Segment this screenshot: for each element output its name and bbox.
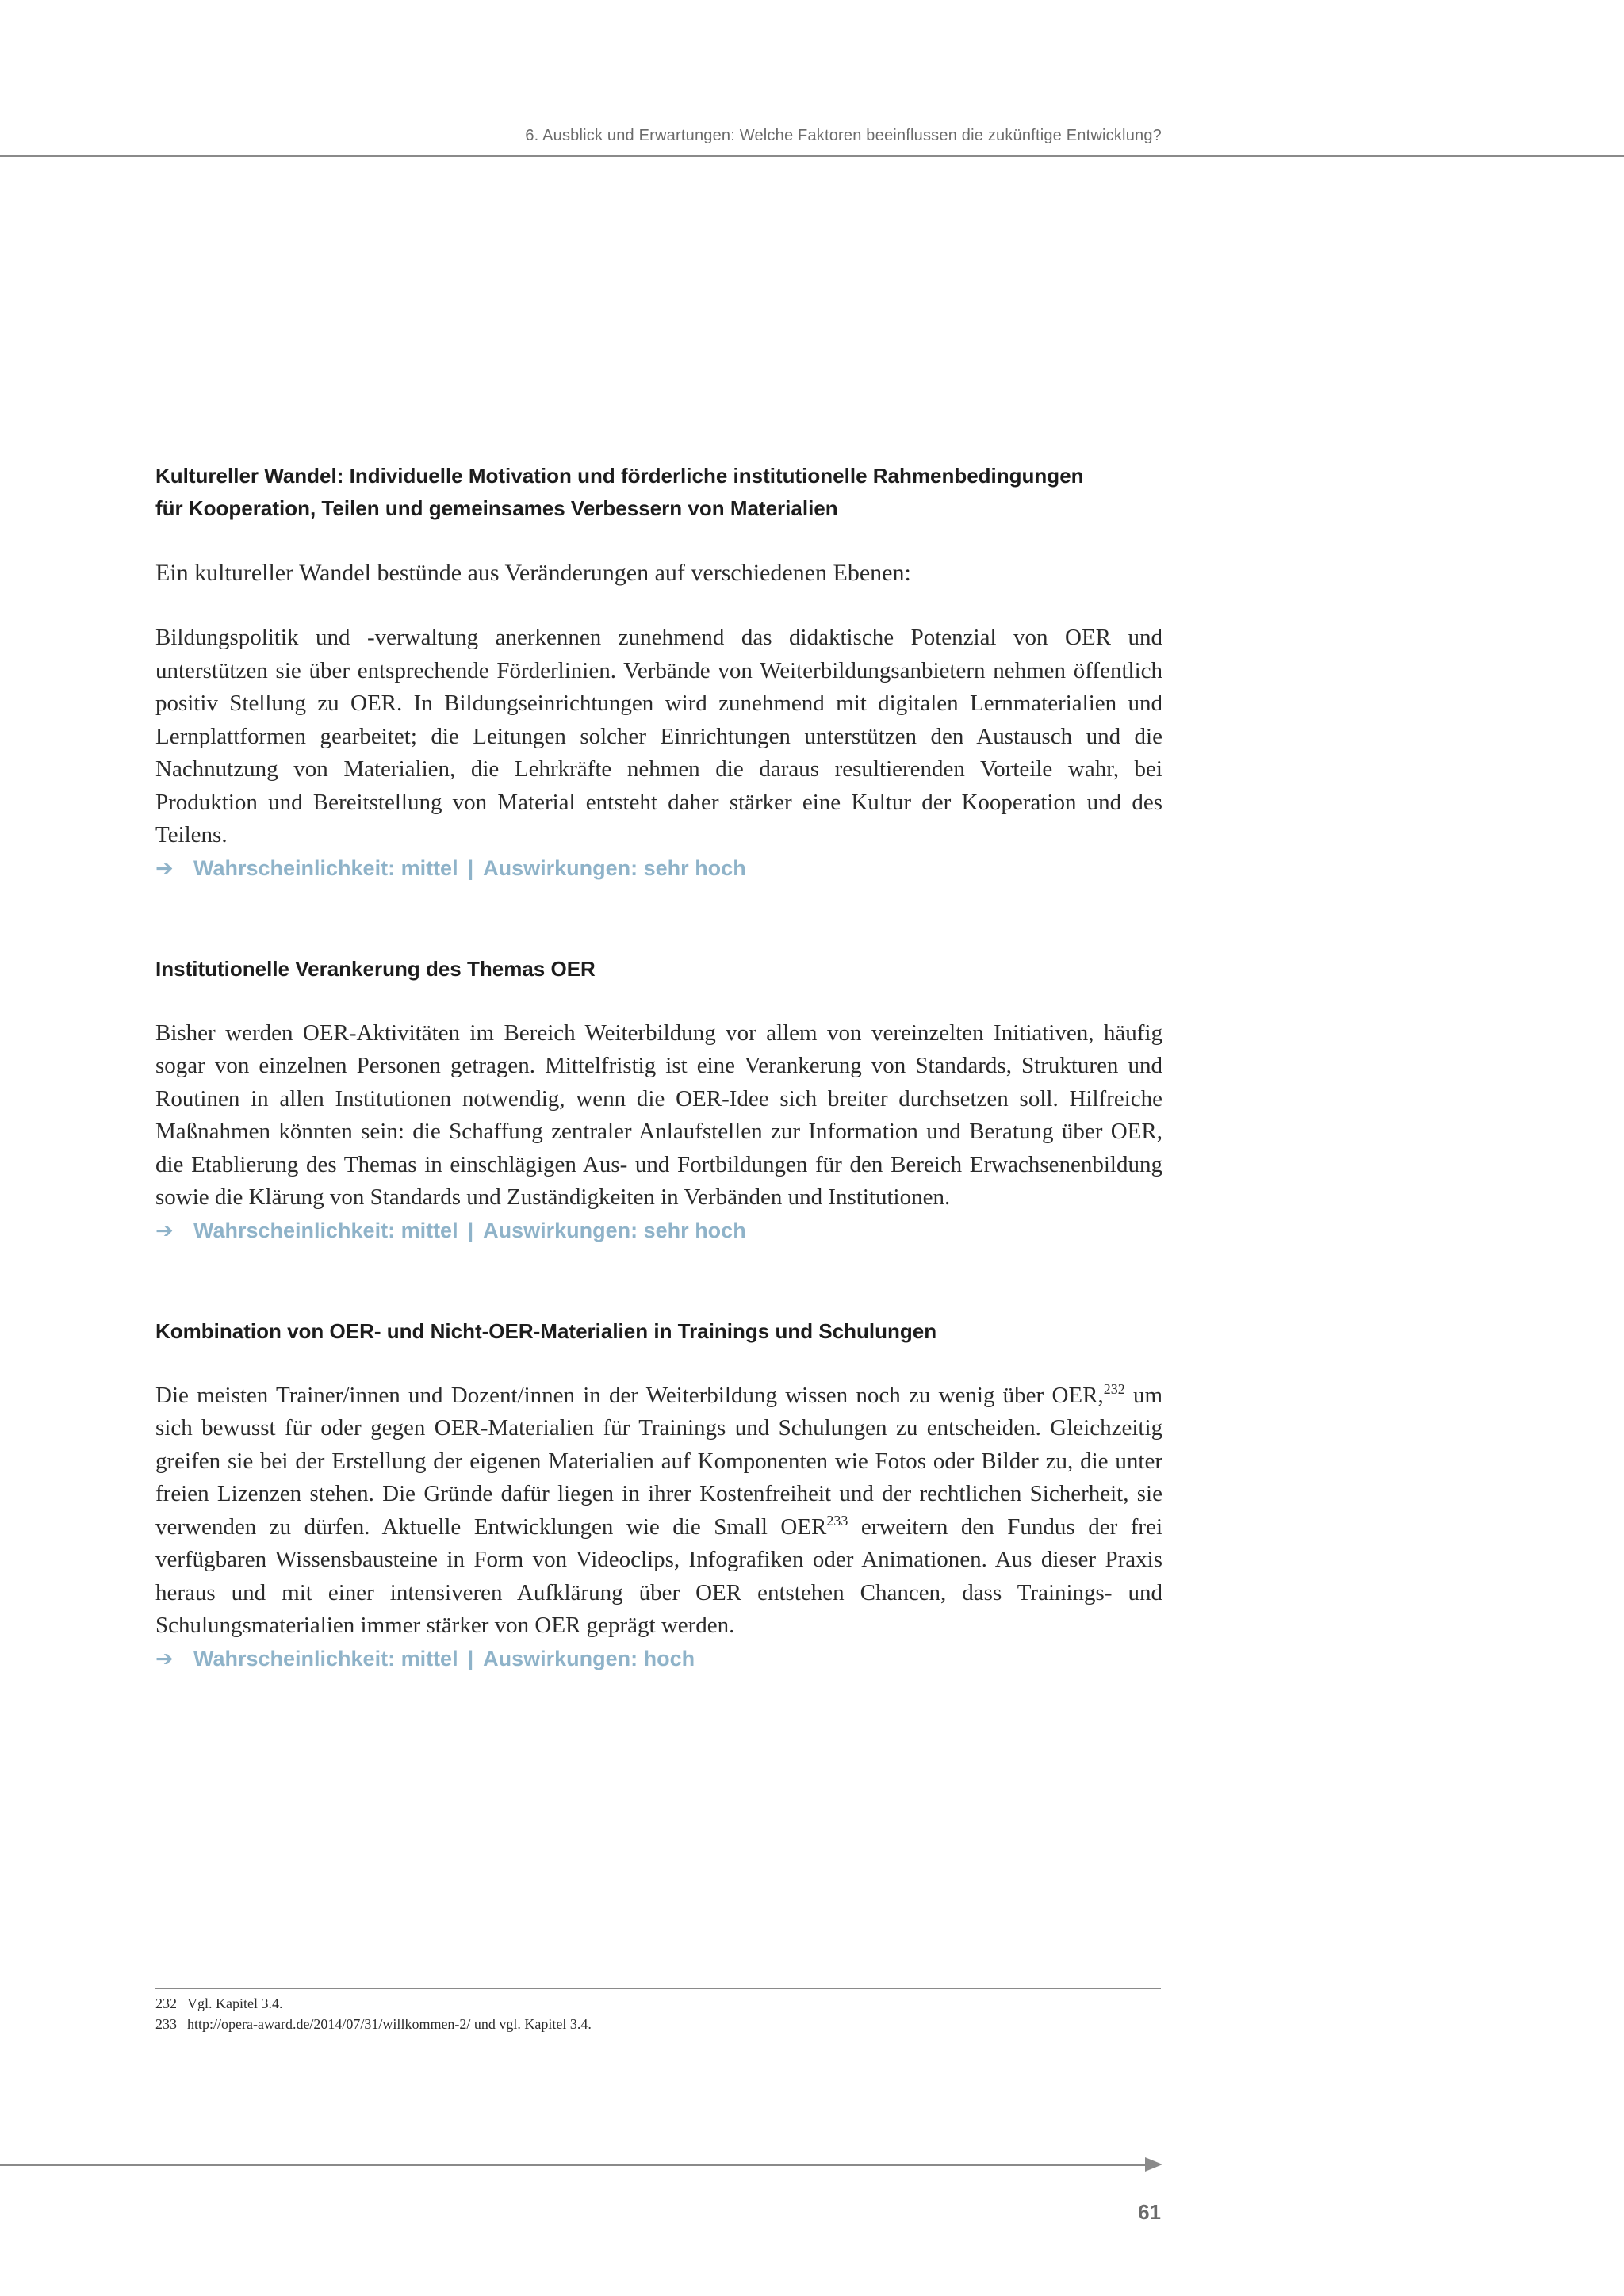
paragraph-text: erweitern den Fundus der frei verfügbaren Wissensbausteine in Form von Videoclips, Infografiken oder Animationen. Aus dieser Praxis heraus und mit einer intensiveren Aufklärung über OER entstehen Chancen, dass Trainings- und Schulungsmaterialien immer stärker von OER geprägt werden.: [155, 1513, 1162, 1638]
section-institutional-anchoring: [155, 953, 1162, 1247]
probability-label: Wahrscheinlichkeit: mittel: [193, 855, 458, 880]
footnote-number: 233: [155, 2016, 177, 2032]
running-header: 6. Ausblick und Erwartungen: Welche Faktoren beeinflussen die zukünftige Entwicklung?: [525, 127, 1162, 144]
rating-separator: |: [467, 1218, 474, 1242]
probability-label: Wahrscheinlichkeit: mittel: [193, 1646, 458, 1670]
impact-label: Auswirkungen: sehr hoch: [483, 855, 746, 880]
arrow-right-icon: ➔: [155, 855, 174, 880]
arrow-right-icon: ➔: [155, 1646, 174, 1670]
rating-separator: |: [467, 1646, 474, 1670]
body-paragraph: [155, 1380, 1162, 1643]
section-heading: Institutionelle Verankerung des Themas OER: [155, 956, 596, 981]
section-heading-line: Kultureller Wandel: Individuelle Motivation und förderliche institutionelle Rahmenbedingungen: [155, 464, 1084, 488]
section-cultural-change: [155, 460, 1162, 885]
section-heading-line: für Kooperation, Teilen und gemeinsames Verbessern von Materialien: [155, 496, 838, 520]
footnotes: [155, 1993, 1161, 2034]
body-paragraph: Bisher werden OER-Aktivitäten im Bereich Weiterbildung vor allem von vereinzelten Initiativen, häufig sogar von einzelnen Personen getragen. Mittelfristig ist eine Verankerung von Standards, Strukturen und Routinen in allen Institutionen notwendig, wenn die OER-Idee sich breiter durchsetzen soll. Hilfreiche Maßnahmen könnten sein: die Schaffung zentraler Anlaufstellen zur Information und Beratung über OER, die Etablierung des Themas in einschlägigen Aus- und Fortbildungen für den Bereich Erwachsenenbildung sowie die Klärung von Standards und Zuständigkeiten in Verbänden und Institutionen.: [155, 1020, 1162, 1210]
main-content: [155, 460, 1162, 1743]
footnote-reference[interactable]: 232: [1103, 1380, 1125, 1397]
footnote-text: Vgl. Kapitel 3.4.: [187, 1996, 283, 2011]
rating-line: [155, 1643, 1162, 1675]
intro-paragraph: Ein kultureller Wandel bestünde aus Veränderungen auf verschiedenen Ebenen:: [155, 560, 911, 586]
footnote-number: 232: [155, 1996, 177, 2011]
footnote-reference[interactable]: 233: [826, 1512, 848, 1529]
arrow-right-icon: ➔: [155, 1218, 174, 1242]
rating-separator: |: [467, 855, 474, 880]
paragraph-text: Die meisten Trainer/innen und Dozent/innen in der Weiterbildung wissen noch zu wenig über OER,: [155, 1382, 1104, 1408]
rating-line: [155, 1215, 1162, 1247]
rating-line: [155, 852, 1162, 885]
header-rule: [0, 155, 1624, 157]
paragraph-text: um sich bewusst für oder gegen OER-Materialien für Trainings und Schulungen zu entscheiden. Gleichzeitig greifen sie bei der Erstellung der eigenen Materialien auf Komponenten wie Fotos oder Bilder zu, die unter freien Lizenzen stehen. Die Gründe dafür liegen in ihrer Kostenfreiheit und der rechtlichen Sicherheit, sie verwenden zu dürfen. Aktuelle Entwicklungen wie die Small OER: [155, 1382, 1162, 1540]
arrow-right-icon: [1145, 2157, 1162, 2172]
footnote-text[interactable]: http://opera-award.de/2014/07/31/willkommen-2/ und vgl. Kapitel 3.4.: [187, 2016, 592, 2032]
impact-label: Auswirkungen: hoch: [483, 1646, 695, 1670]
impact-label: Auswirkungen: sehr hoch: [483, 1218, 746, 1242]
body-paragraph: Bildungspolitik und -verwaltung anerkennen zunehmend das didaktische Potenzial von OER und unterstützen sie über entsprechende Förderlinien. Verbände von Weiterbildungsanbietern nehmen öffentlich positiv Stellung zu OER. In Bildungseinrichtungen wird zunehmend mit digitalen Lernmaterialien und Lernplattformen gearbeitet; die Leitungen solcher Einrichtungen unterstützen den Austausch und die Nachnutzung von Materialien, die Lehrkräfte nehmen die daraus resultierenden Vorteile wahr, bei Produktion und Bereitstellung von Material entsteht daher stärker eine Kultur der Kooperation und des Teilens.: [155, 625, 1162, 848]
footer-rule: [0, 2164, 1148, 2166]
section-heading: Kombination von OER- und Nicht-OER-Materialien in Trainings und Schulungen: [155, 1318, 937, 1343]
section-material-combination: [155, 1315, 1162, 1675]
probability-label: Wahrscheinlichkeit: mittel: [193, 1218, 458, 1242]
page-number: 61: [1138, 2200, 1161, 2224]
section-heading: [155, 460, 1162, 525]
footnote-item: [155, 2014, 1161, 2034]
footnote-rule: [155, 1988, 1161, 1989]
footnote-item: [155, 1993, 1161, 2014]
